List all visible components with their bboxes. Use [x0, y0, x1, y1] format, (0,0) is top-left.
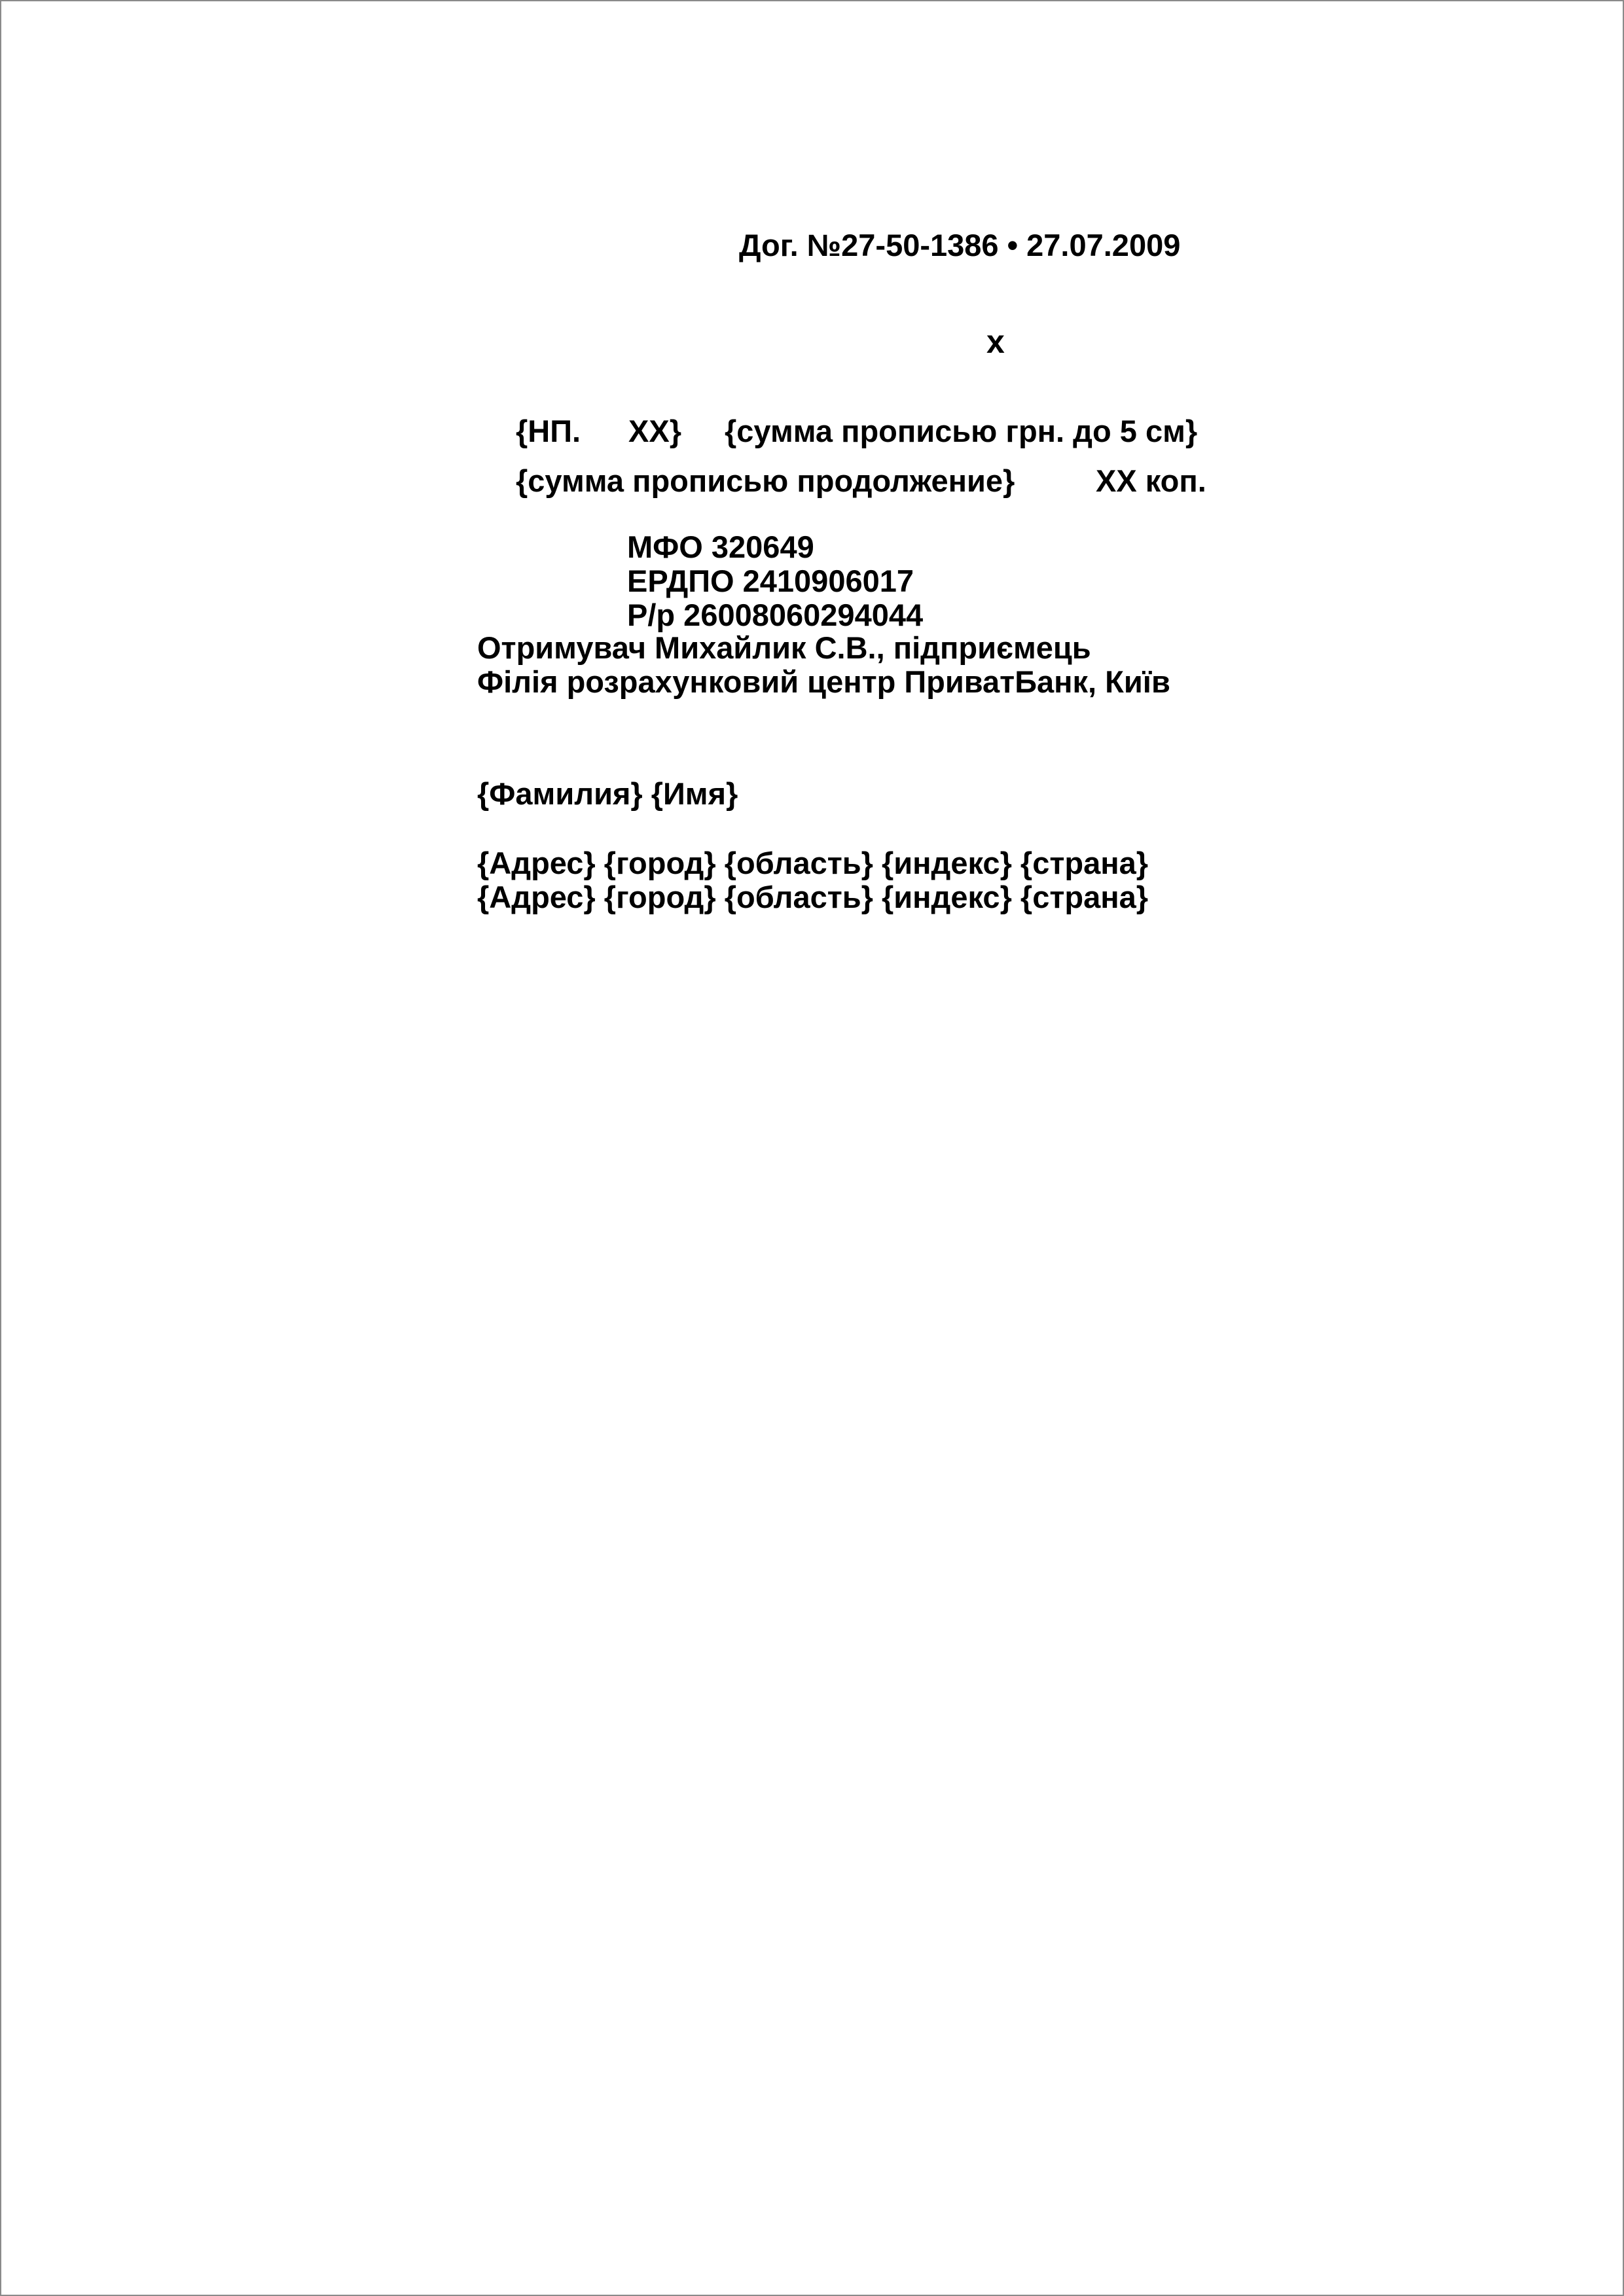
np-placeholder: {НП.	[516, 414, 581, 448]
amount-placeholder: XX}	[628, 414, 681, 448]
kopecks-placeholder: XX коп.	[1096, 463, 1206, 498]
contract-number-date: Дог. №27-50-1386 • 27.07.2009	[739, 228, 1181, 262]
address-line-1: {Адрес} {город} {область} {индекс} {страна}	[477, 846, 1149, 880]
bank-erdpo: ЕРДПО 2410906017	[627, 564, 914, 598]
mark-x: x	[986, 323, 1005, 360]
bank-mfo: МФО 320649	[627, 529, 814, 564]
sum-in-words-continued-placeholder: {сумма прописью продолжение}	[516, 463, 1015, 498]
bank-branch: Філія розрахунковий центр ПриватБанк, Київ	[477, 664, 1170, 699]
recipient: Отримувач Михайлик С.В., підприємець	[477, 630, 1091, 665]
address-line-2: {Адрес} {город} {область} {индекс} {страна}	[477, 880, 1149, 914]
sum-in-words-placeholder: {сумма прописью грн. до 5 см}	[725, 414, 1198, 448]
bank-account: Р/р 26008060294044	[627, 598, 924, 632]
addressee-name: {Фамилия} {Имя}	[477, 776, 738, 811]
